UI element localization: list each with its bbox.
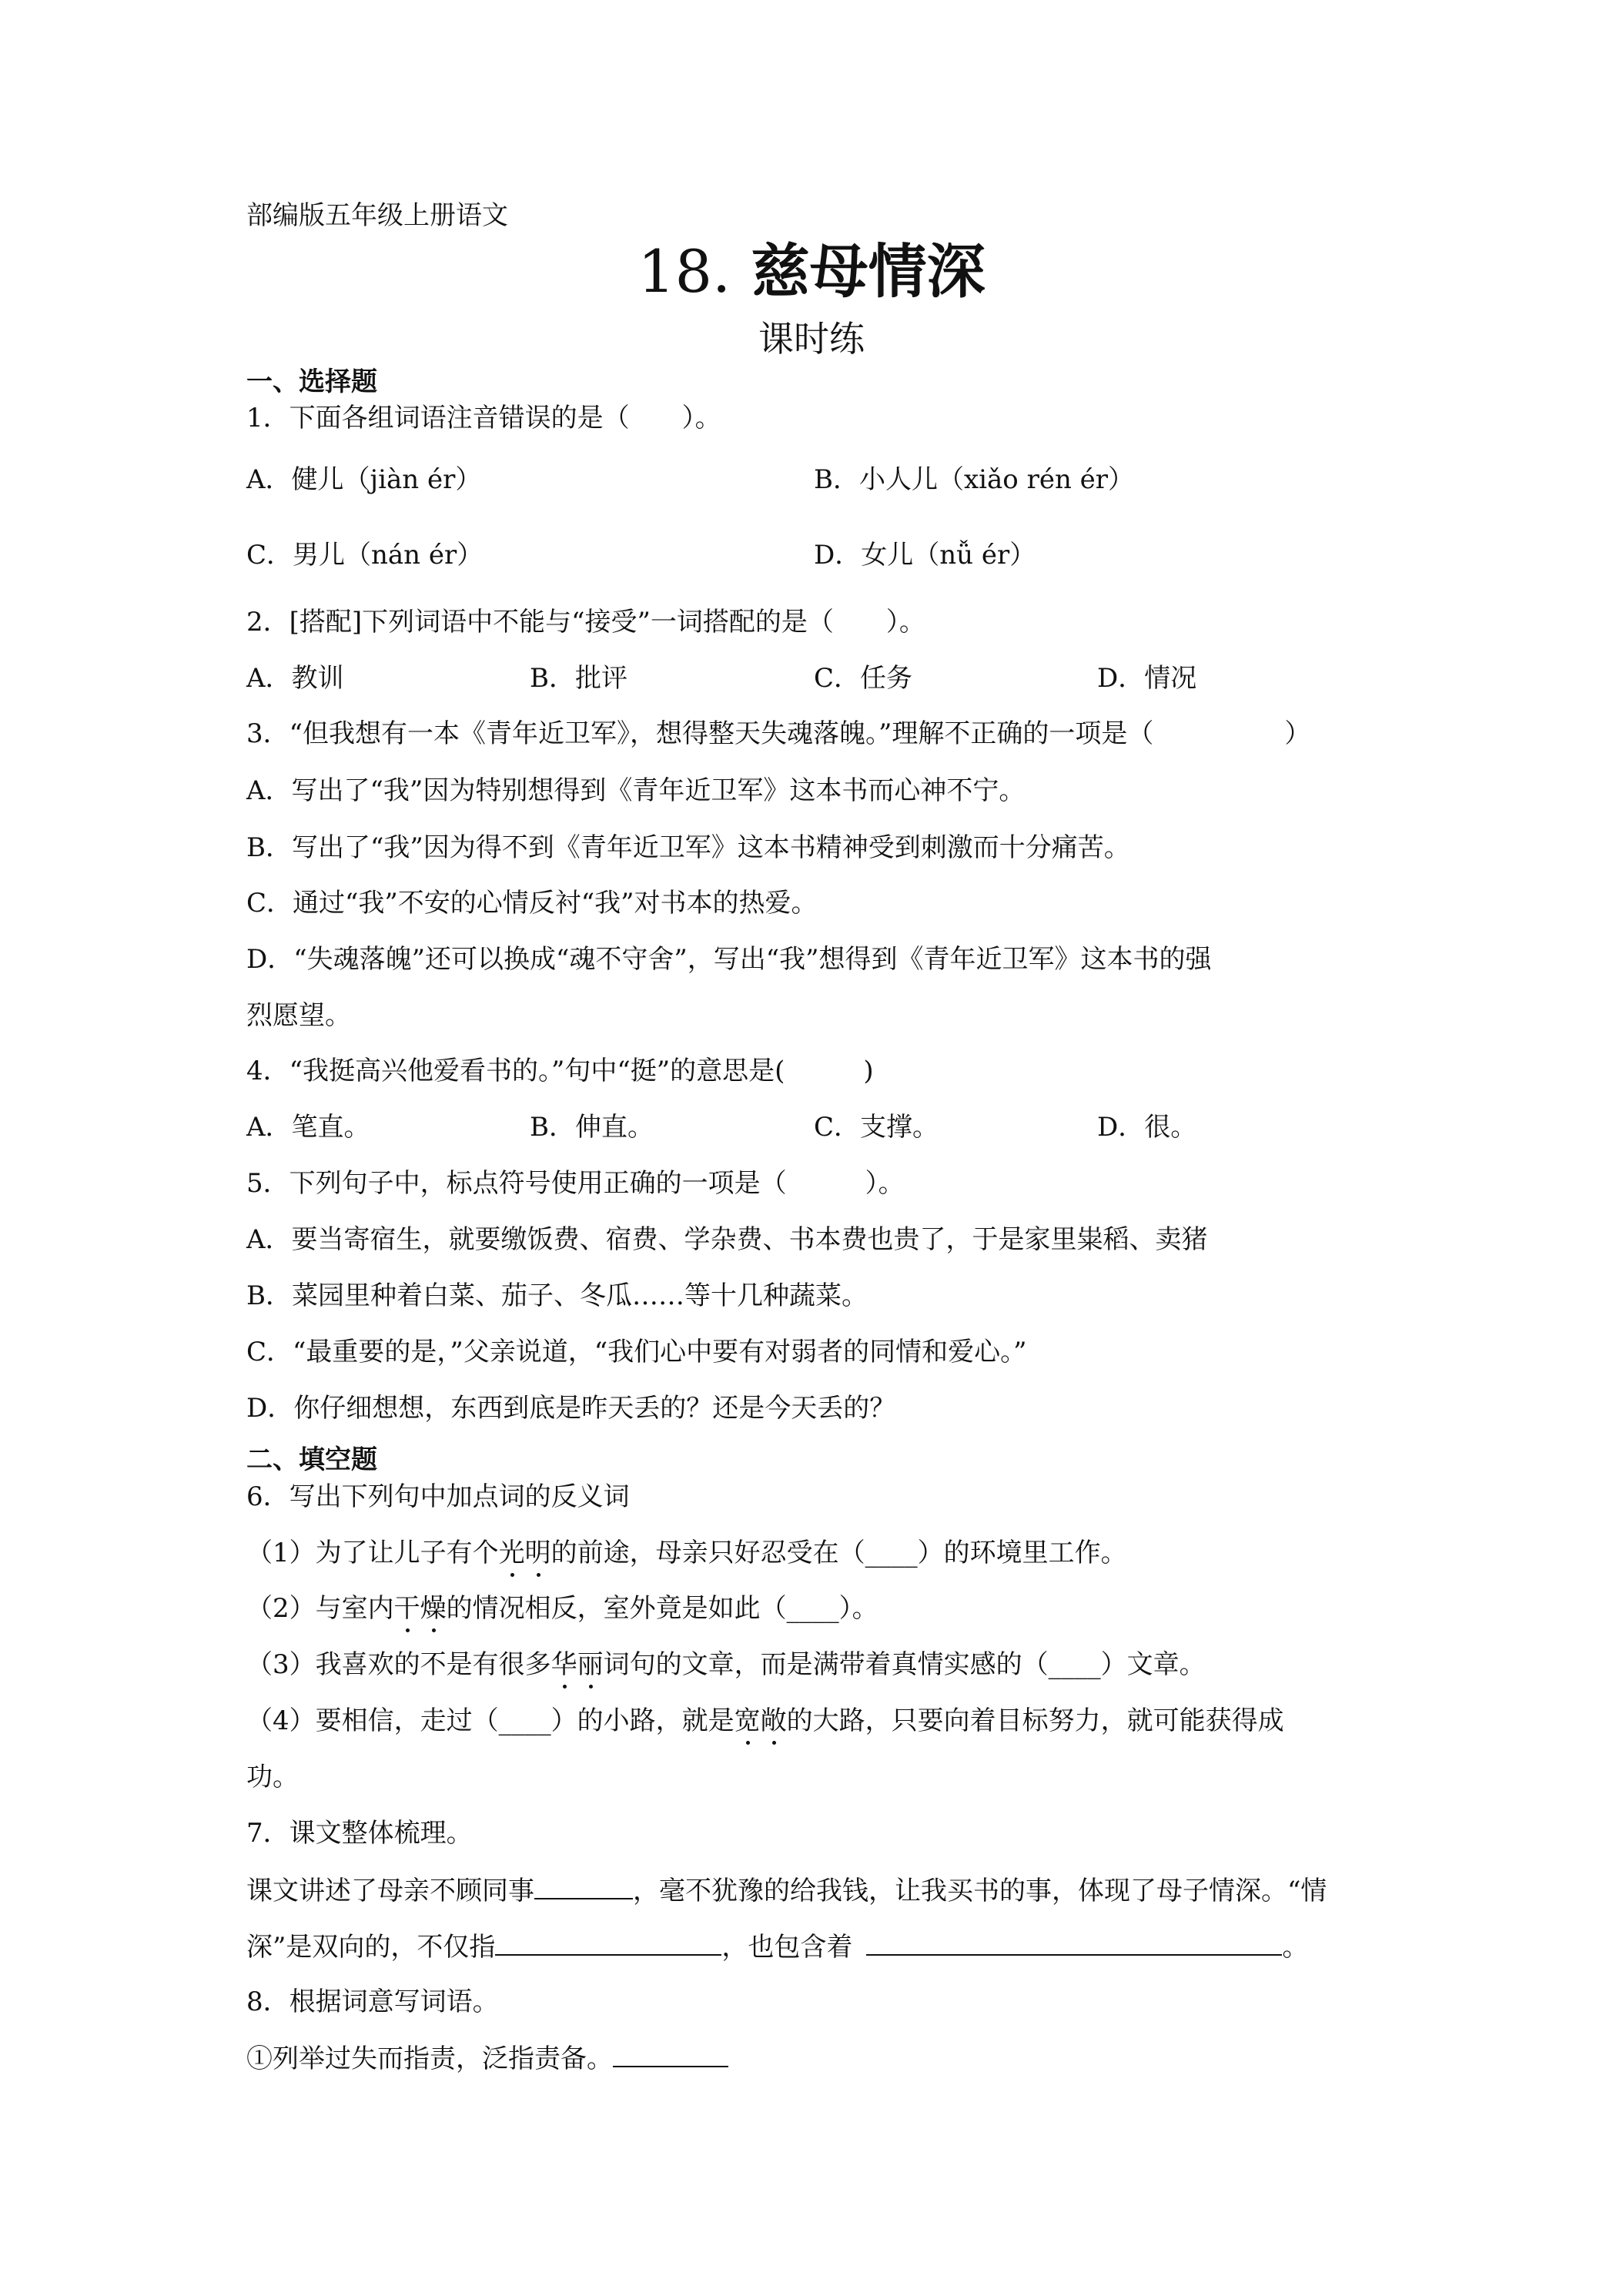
q8-item-1: ①列举过失而指责，泛指责备。 xyxy=(246,2040,728,2077)
q6-stem: 6．写出下列句中加点词的反义词 xyxy=(246,1481,630,1512)
answer-blank[interactable] xyxy=(534,1872,633,1899)
answer-blank[interactable] xyxy=(866,1928,1282,1956)
q4-stem: 4．“我挺高兴他爱看书的。”句中“挺”的意思是( ) xyxy=(246,1056,874,1086)
q2-option-a: A．教训 xyxy=(246,663,344,694)
q6-item-4: （4）要相信，走过（____）的小路，就是宽敞的大路，只要向着目标努力，就可能获得成 xyxy=(246,1703,1284,1739)
q5-option-d: D．你仔细想想，东西到底是昨天丢的？还是今天丢的？ xyxy=(246,1393,896,1424)
q5-stem: 5．下列句子中，标点符号使用正确的一项是（ ）。 xyxy=(246,1168,905,1199)
q2-option-b: B．批评 xyxy=(530,663,627,694)
q3-option-d: D．“失魂落魄”还可以换成“魂不守舍”，写出“我”想得到《青年近卫军》这本书的强 xyxy=(246,944,1212,975)
q7-stem: 7．课文整体梳理。 xyxy=(246,1818,473,1849)
lesson-subtitle: 课时练 xyxy=(758,318,865,360)
lesson-name: 慈母情深 xyxy=(751,237,986,306)
q2-option-c: C．任务 xyxy=(814,663,913,694)
q2-stem: 2．[搭配]下列词语中不能与“接受”一词搭配的是（ ）。 xyxy=(246,607,925,638)
answer-blank[interactable] xyxy=(495,1928,721,1956)
emphasis-char: 明 xyxy=(525,1535,551,1571)
q1-option-d: D．女儿（nǚ ér） xyxy=(814,540,1036,571)
q5-option-c: C．“最重要的是，”父亲说道，“我们心中要有对弱者的同情和爱心。” xyxy=(246,1337,1027,1367)
q6-item-3: （3）我喜欢的不是有很多华丽词句的文章，而是满带着真情实感的（____）文章。 xyxy=(246,1647,1206,1682)
emphasis-char: 燥 xyxy=(420,1591,447,1626)
q1-option-c: C．男儿（nán ér） xyxy=(246,540,484,571)
q5-option-a: A．要当寄宿生，就要缴饭费、宿费、学杂费、书本费也贵了，于是家里粜稻、卖猪 xyxy=(246,1224,1208,1255)
lesson-number: 18. xyxy=(637,237,731,306)
q6-item-1: （1）为了让儿子有个光明的前途，母亲只好忍受在（____）的环境里工作。 xyxy=(246,1535,1127,1571)
q3-option-a: A．写出了“我”因为特别想得到《青年近卫军》这本书而心神不宁。 xyxy=(246,775,1026,806)
q1-stem: 1．下面各组词语注音错误的是（ ）。 xyxy=(246,403,721,433)
q1-option-b: B．小人儿（xiǎo rén ér） xyxy=(814,464,1135,495)
lesson-title xyxy=(0,237,1623,306)
emphasis-char: 敞 xyxy=(761,1703,787,1739)
q4-option-b: B．伸直。 xyxy=(530,1112,654,1143)
q6-item-4-cont: 功。 xyxy=(246,1762,299,1792)
emphasis-char: 华 xyxy=(551,1647,577,1682)
q3-option-d-cont: 烈愿望。 xyxy=(246,1000,351,1031)
q4-option-d: D．很。 xyxy=(1097,1112,1197,1143)
q7-line-2: 深”是双向的，不仅指 ，也包含着 。 xyxy=(246,1928,1308,1965)
q4-option-c: C．支撑。 xyxy=(814,1112,939,1143)
emphasis-char: 宽 xyxy=(735,1703,761,1739)
q8-stem: 8．根据词意写词语。 xyxy=(246,1986,499,2017)
section-heading-choice: 一、选择题 xyxy=(246,366,377,397)
section-heading-fill: 二、填空题 xyxy=(246,1444,377,1475)
emphasis-char: 丽 xyxy=(577,1647,604,1682)
q7-line-1: 课文讲述了母亲不顾同事 ，毫不犹豫的给我钱，让我买书的事，体现了母子情深。“情 xyxy=(246,1872,1327,1909)
q5-option-b: B．菜园里种着白菜、茄子、冬瓜……等十几种蔬菜。 xyxy=(246,1280,868,1311)
q4-option-a: A．笔直。 xyxy=(246,1112,370,1143)
answer-blank[interactable] xyxy=(613,2040,728,2067)
q3-option-b: B．写出了“我”因为得不到《青年近卫军》这本书精神受到刺激而十分痛苦。 xyxy=(246,832,1130,863)
q1-option-a: A．健儿（jiàn ér） xyxy=(246,464,482,495)
emphasis-char: 干 xyxy=(394,1591,420,1626)
q6-item-2: （2）与室内干燥的情况相反，室外竟是如此（____）。 xyxy=(246,1591,878,1626)
q2-option-d: D．情况 xyxy=(1097,663,1197,694)
q3-option-c: C．通过“我”不安的心情反衬“我”对书本的热爱。 xyxy=(246,888,818,919)
emphasis-char: 光 xyxy=(499,1535,525,1571)
course-label: 部编版五年级上册语文 xyxy=(246,200,508,231)
q3-stem: 3．“但我想有一本《青年近卫军》，想得整天失魂落魄。”理解不正确的一项是（ ） xyxy=(246,718,1311,749)
